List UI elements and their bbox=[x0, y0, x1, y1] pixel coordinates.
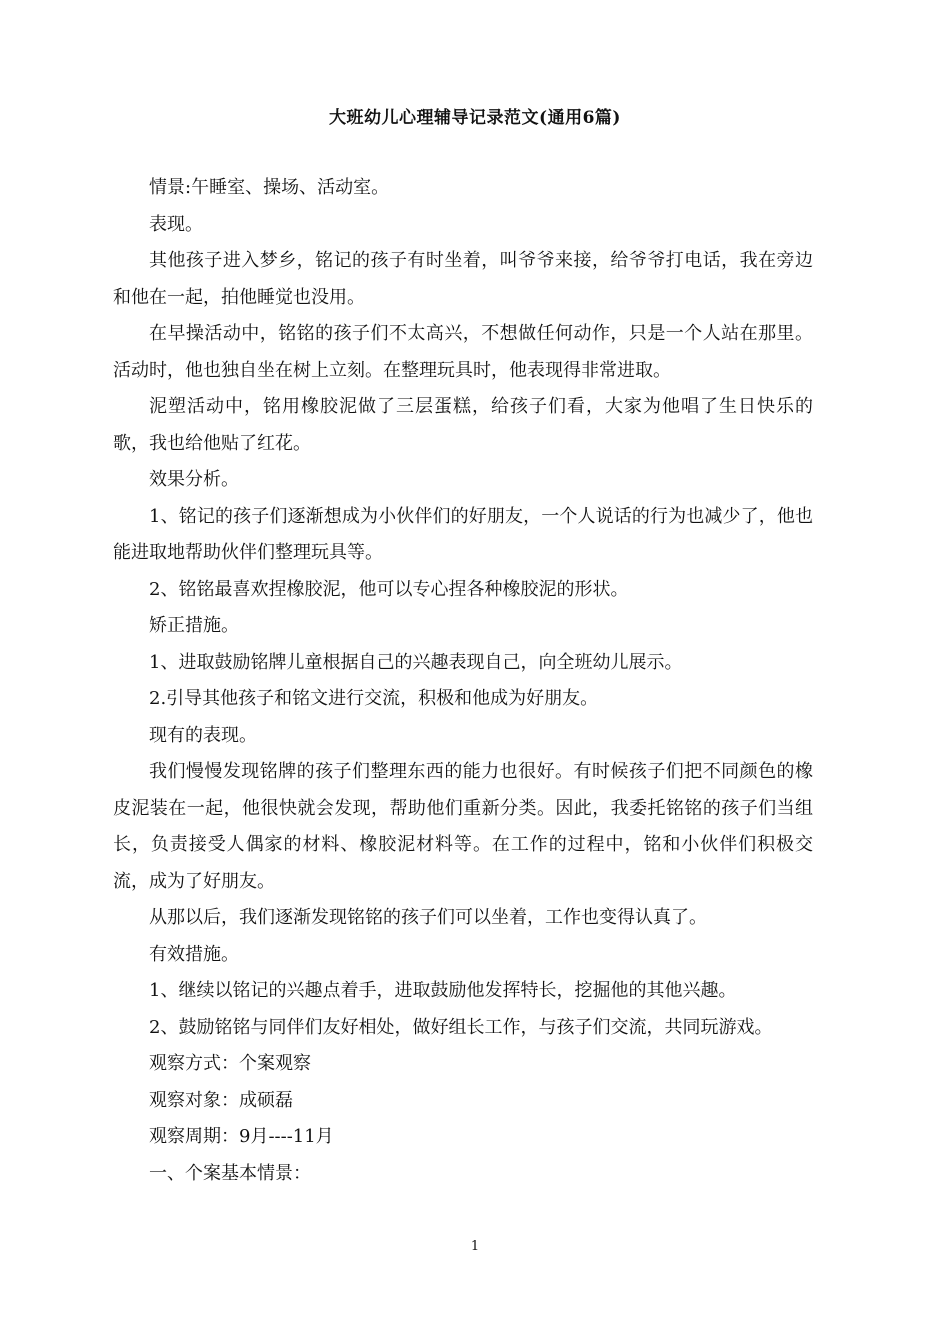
paragraph-morning-exercise: 在早操活动中，铭铭的孩子们不太高兴，不想做任何动作，只是一个人站在那里。活动时，他也独自坐在树上立刻。在整理玩具时，他表现得非常进取。 bbox=[113, 323, 813, 381]
paragraph-correction-1: 1、进取鼓励铭牌儿童根据自己的兴趣表现自己，向全班幼儿展示。 bbox=[149, 651, 683, 673]
paragraph-correction-2: 2.引导其他孩子和铭文进行交流，积极和他成为好朋友。 bbox=[149, 688, 599, 709]
paragraph-analysis-2: 2、铭铭最喜欢捏橡胶泥，他可以专心捏各种橡胶泥的形状。 bbox=[149, 578, 629, 600]
paragraph-heading-performance: 表现。 bbox=[149, 213, 203, 235]
paragraph-nap-behavior: 其他孩子进入梦乡，铭记的孩子有时坐着，叫爷爷来接，给爷爷打电话，我在旁边和他在一起，拍他睡觉也没用。 bbox=[113, 250, 813, 308]
paragraph-observation-method: 观察方式：个案观察 bbox=[149, 1053, 311, 1074]
paragraph-analysis-1: 1、铭记的孩子们逐渐想成为小伙伴们的好朋友，一个人说话的行为也减少了，他也能进取地帮助伙伴们整理玩具等。 bbox=[113, 505, 813, 563]
paragraph-heading-effective: 有效措施。 bbox=[149, 943, 239, 965]
paragraph-observation-period: 观察周期：9月----11月 bbox=[149, 1126, 334, 1147]
paragraph-scenario: 情景:午睡室、操场、活动室。 bbox=[149, 177, 390, 198]
paragraph-observation-subject: 观察对象：成硕磊 bbox=[149, 1089, 293, 1111]
paragraph-heading-analysis: 效果分析。 bbox=[149, 469, 239, 490]
paragraph-heading-correction: 矫正措施。 bbox=[149, 615, 239, 636]
paragraph-since-then: 从那以后，我们逐渐发现铭铭的孩子们可以坐着，工作也变得认真了。 bbox=[149, 907, 707, 928]
paragraph-clay-activity: 泥塑活动中，铭用橡胶泥做了三层蛋糕，给孩子们看，大家为他唱了生日快乐的歌，我也给他贴了红花。 bbox=[113, 396, 813, 454]
document-body bbox=[113, 170, 813, 1192]
document-title: 大班幼儿心理辅导记录范文(通用6篇) bbox=[329, 108, 621, 128]
paragraph-effective-1: 1、继续以铭记的兴趣点着手，进取鼓励他发挥特长，挖掘他的其他兴趣。 bbox=[149, 980, 737, 1001]
paragraph-effective-2: 2、鼓励铭铭与同伴们友好相处，做好组长工作，与孩子们交流，共同玩游戏。 bbox=[149, 1016, 773, 1038]
paragraph-heading-basic-info: 一、个案基本情景： bbox=[149, 1162, 311, 1184]
page-number: 1 bbox=[470, 1239, 480, 1254]
paragraph-heading-current: 现有的表现。 bbox=[149, 724, 257, 746]
paragraph-current-performance: 我们慢慢发现铭牌的孩子们整理东西的能力也很好。有时候孩子们把不同颜色的橡皮泥装在一起，他很快就会发现，帮助他们重新分类。因此，我委托铭铭的孩子们当组长，负责接受人偶家的材料、橡胶泥材料等。在工作的过程中，铭和小伙伴们积极交流，成为了好朋友。 bbox=[113, 761, 813, 892]
